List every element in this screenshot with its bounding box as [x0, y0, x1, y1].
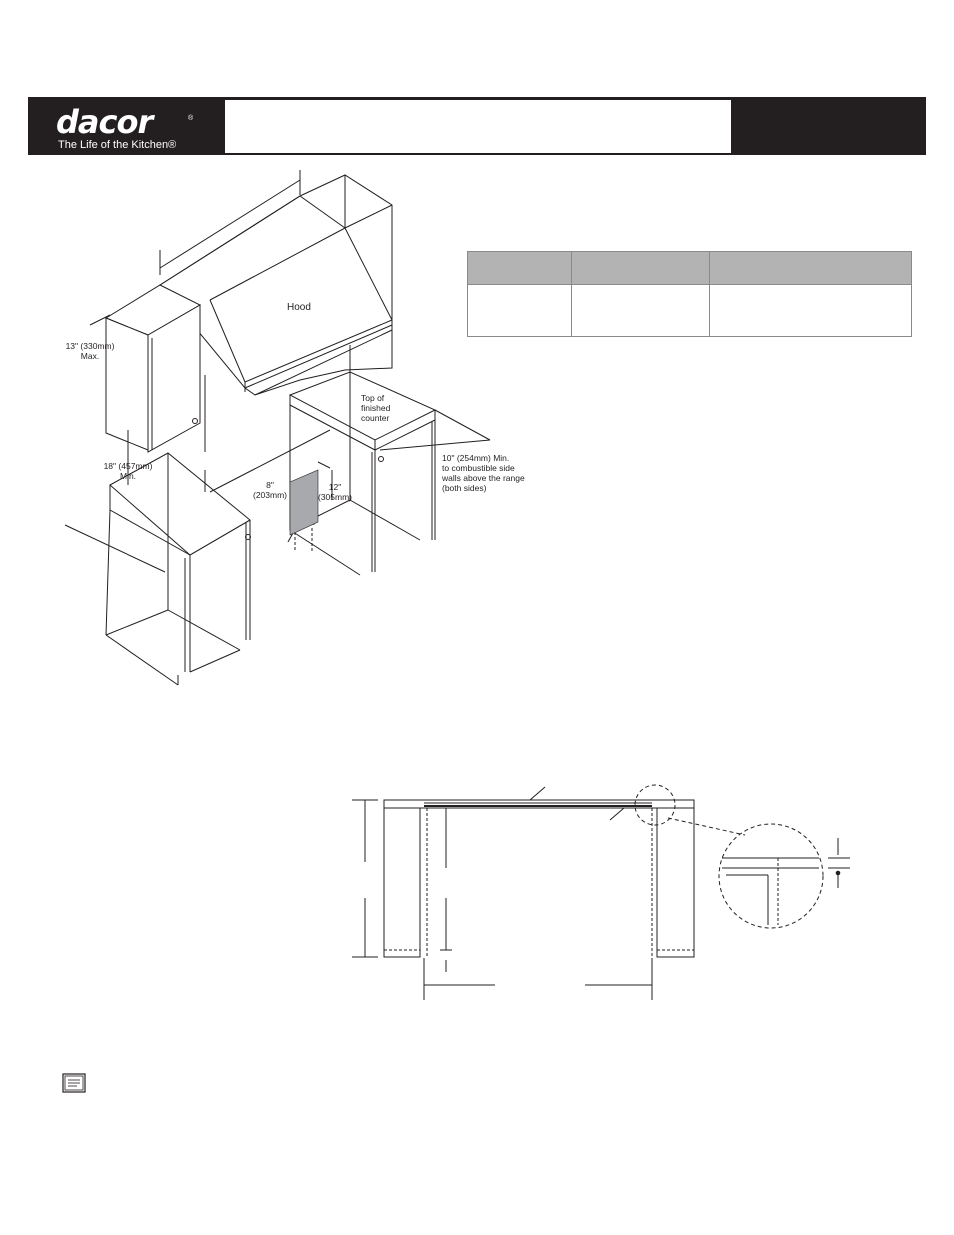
brand-mark: ®: [188, 115, 194, 122]
note-icon: [62, 1073, 86, 1093]
upper-cabinet-depth-label: 13" (330mm) Max.: [65, 341, 115, 361]
brand-name: dacor: [56, 103, 153, 141]
brand-tagline: The Life of the Kitchen®: [58, 139, 177, 151]
height-12-label: 12" (305mm): [317, 482, 352, 502]
hood-label: Hood: [287, 302, 311, 313]
side-clearance-label: 10" (254mm) Min. to combustible side walls above the range (both sides): [442, 453, 525, 493]
top-of-counter-label: Top of finished counter: [361, 393, 391, 423]
cutout-plan-drawing: [352, 785, 850, 1000]
counter-clearance-label: 18" (457mm) Min.: [103, 461, 153, 481]
shaded-outlet-area: [290, 470, 318, 535]
width-8-label: 8" (203mm): [252, 480, 287, 500]
upper-cabinet-drawing: [106, 285, 200, 452]
lower-cabinet-left-drawing: [106, 453, 250, 685]
